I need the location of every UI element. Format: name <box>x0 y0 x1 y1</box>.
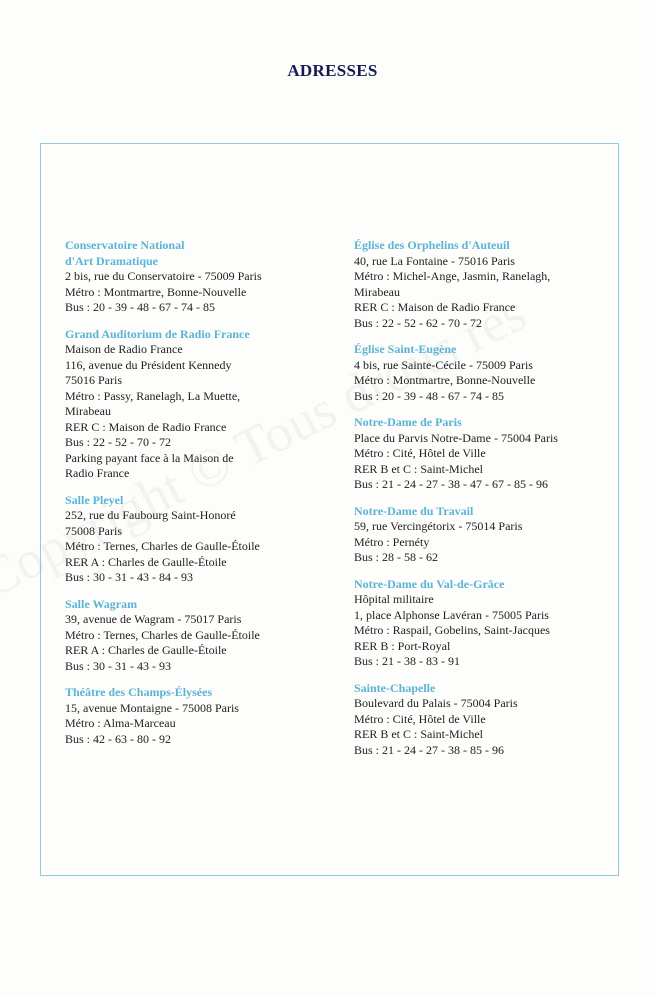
address-line: RER A : Charles de Gaulle-Étoile <box>65 554 227 569</box>
address-line: Métro : Ternes, Charles de Gaulle-Étoile <box>65 627 260 642</box>
address-entry <box>354 504 616 566</box>
venue-name: Salle Wagram <box>65 596 138 611</box>
address-line: 1, place Alphonse Lavéran - 75005 Paris <box>354 607 549 622</box>
address-entry <box>65 685 335 747</box>
address-line: RER B : Port-Royal <box>354 638 451 653</box>
address-line: RER C : Maison de Radio France <box>354 300 516 314</box>
address-line: Métro : Passy, Ranelagh, La Muette, <box>65 388 241 403</box>
address-line: RER B et C : Saint-Michel <box>354 727 483 741</box>
address-entry <box>354 681 616 759</box>
address-line: 2 bis, rue du Conservatoire - 75009 Paris <box>65 269 262 283</box>
address-line: Bus : 30 - 31 - 43 - 84 - 93 <box>65 570 193 584</box>
address-line: Bus : 22 - 52 - 62 - 70 - 72 <box>354 315 482 330</box>
venue-name: Grand Auditorium de Radio France <box>65 326 250 341</box>
address-line: 39, avenue de Wagram - 75017 Paris <box>65 612 242 626</box>
address-line: Bus : 42 - 63 - 80 - 92 <box>65 731 171 746</box>
address-line: Bus : 21 - 24 - 27 - 38 - 85 - 96 <box>354 742 504 757</box>
address-line: Mirabeau <box>354 284 400 299</box>
address-line: 4 bis, rue Sainte-Cécile - 75009 Paris <box>354 357 533 372</box>
venue-name: d'Art Dramatique <box>65 253 158 268</box>
address-line: 59, rue Vercingétorix - 75014 Paris <box>354 519 523 533</box>
address-line: RER B et C : Saint-Michel <box>354 461 483 476</box>
address-line: Boulevard du Palais - 75004 Paris <box>354 696 518 710</box>
address-line: Métro : Michel-Ange, Jasmin, Ranelagh, <box>354 269 551 283</box>
address-line: 116, avenue du Président Kennedy <box>65 357 232 372</box>
address-line: Bus : 21 - 24 - 27 - 38 - 47 - 67 - 85 - 96 <box>354 477 548 491</box>
venue-name: Théâtre des Champs-Élysées <box>65 685 213 699</box>
address-line: RER C : Maison de Radio France <box>65 419 227 434</box>
address-column-right <box>354 238 616 769</box>
address-entry <box>354 238 616 331</box>
address-line: Métro : Alma-Marceau <box>65 716 176 730</box>
address-entry <box>65 493 335 586</box>
address-entry <box>354 342 616 404</box>
address-line: Bus : 20 - 39 - 48 - 67 - 74 - 85 <box>65 300 215 314</box>
address-line: Métro : Cité, Hôtel de Ville <box>354 446 486 460</box>
address-line: Métro : Pernéty <box>354 534 430 549</box>
address-entry <box>354 577 616 670</box>
address-line: 40, rue La Fontaine - 75016 Paris <box>354 253 515 268</box>
address-line: Métro : Cité, Hôtel de Ville <box>354 711 486 726</box>
address-line: Bus : 21 - 38 - 83 - 91 <box>354 654 460 668</box>
address-line: Bus : 20 - 39 - 48 - 67 - 74 - 85 <box>354 388 504 403</box>
address-line: 252, rue du Faubourg Saint-Honoré <box>65 508 236 522</box>
address-entry <box>65 597 335 675</box>
venue-name: Sainte-Chapelle <box>354 680 436 695</box>
venue-name: Notre-Dame de Paris <box>354 415 462 429</box>
address-line: Mirabeau <box>65 404 111 418</box>
address-line: Parking payant face à la Maison de <box>65 450 234 465</box>
venue-name: Notre-Dame du Travail <box>354 503 474 518</box>
address-line: Bus : 28 - 58 - 62 <box>354 550 438 564</box>
address-line: RER A : Charles de Gaulle-Étoile <box>65 643 227 657</box>
address-line: Place du Parvis Notre-Dame - 75004 Paris <box>354 430 558 445</box>
address-line: Métro : Montmartre, Bonne-Nouvelle <box>354 373 536 387</box>
venue-name: Salle Pleyel <box>65 492 124 507</box>
address-entry <box>65 238 335 316</box>
address-line: Bus : 22 - 52 - 70 - 72 <box>65 435 171 449</box>
venue-name: Conservatoire National <box>65 238 185 252</box>
address-line: Métro : Montmartre, Bonne-Nouvelle <box>65 284 247 299</box>
address-line: 75008 Paris <box>65 523 122 538</box>
address-entry <box>65 327 335 482</box>
address-column-left <box>65 238 335 758</box>
address-entry <box>354 415 616 493</box>
address-line: Maison de Radio France <box>65 342 183 356</box>
address-line: Radio France <box>65 466 130 480</box>
venue-name: Notre-Dame du Val-de-Grâce <box>354 576 505 591</box>
address-line: Métro : Ternes, Charles de Gaulle-Étoile <box>65 539 260 553</box>
address-line: 15, avenue Montaigne - 75008 Paris <box>65 700 239 715</box>
address-line: 75016 Paris <box>65 373 122 387</box>
address-line: Métro : Raspail, Gobelins, Saint-Jacques <box>354 623 550 637</box>
page-title: ADRESSES <box>287 61 378 80</box>
address-line: Bus : 30 - 31 - 43 - 93 <box>65 658 171 673</box>
venue-name: Église Saint-Eugène <box>354 342 457 356</box>
venue-name: Église des Orphelins d'Auteuil <box>354 238 510 252</box>
address-line: Hôpital militaire <box>354 592 434 606</box>
